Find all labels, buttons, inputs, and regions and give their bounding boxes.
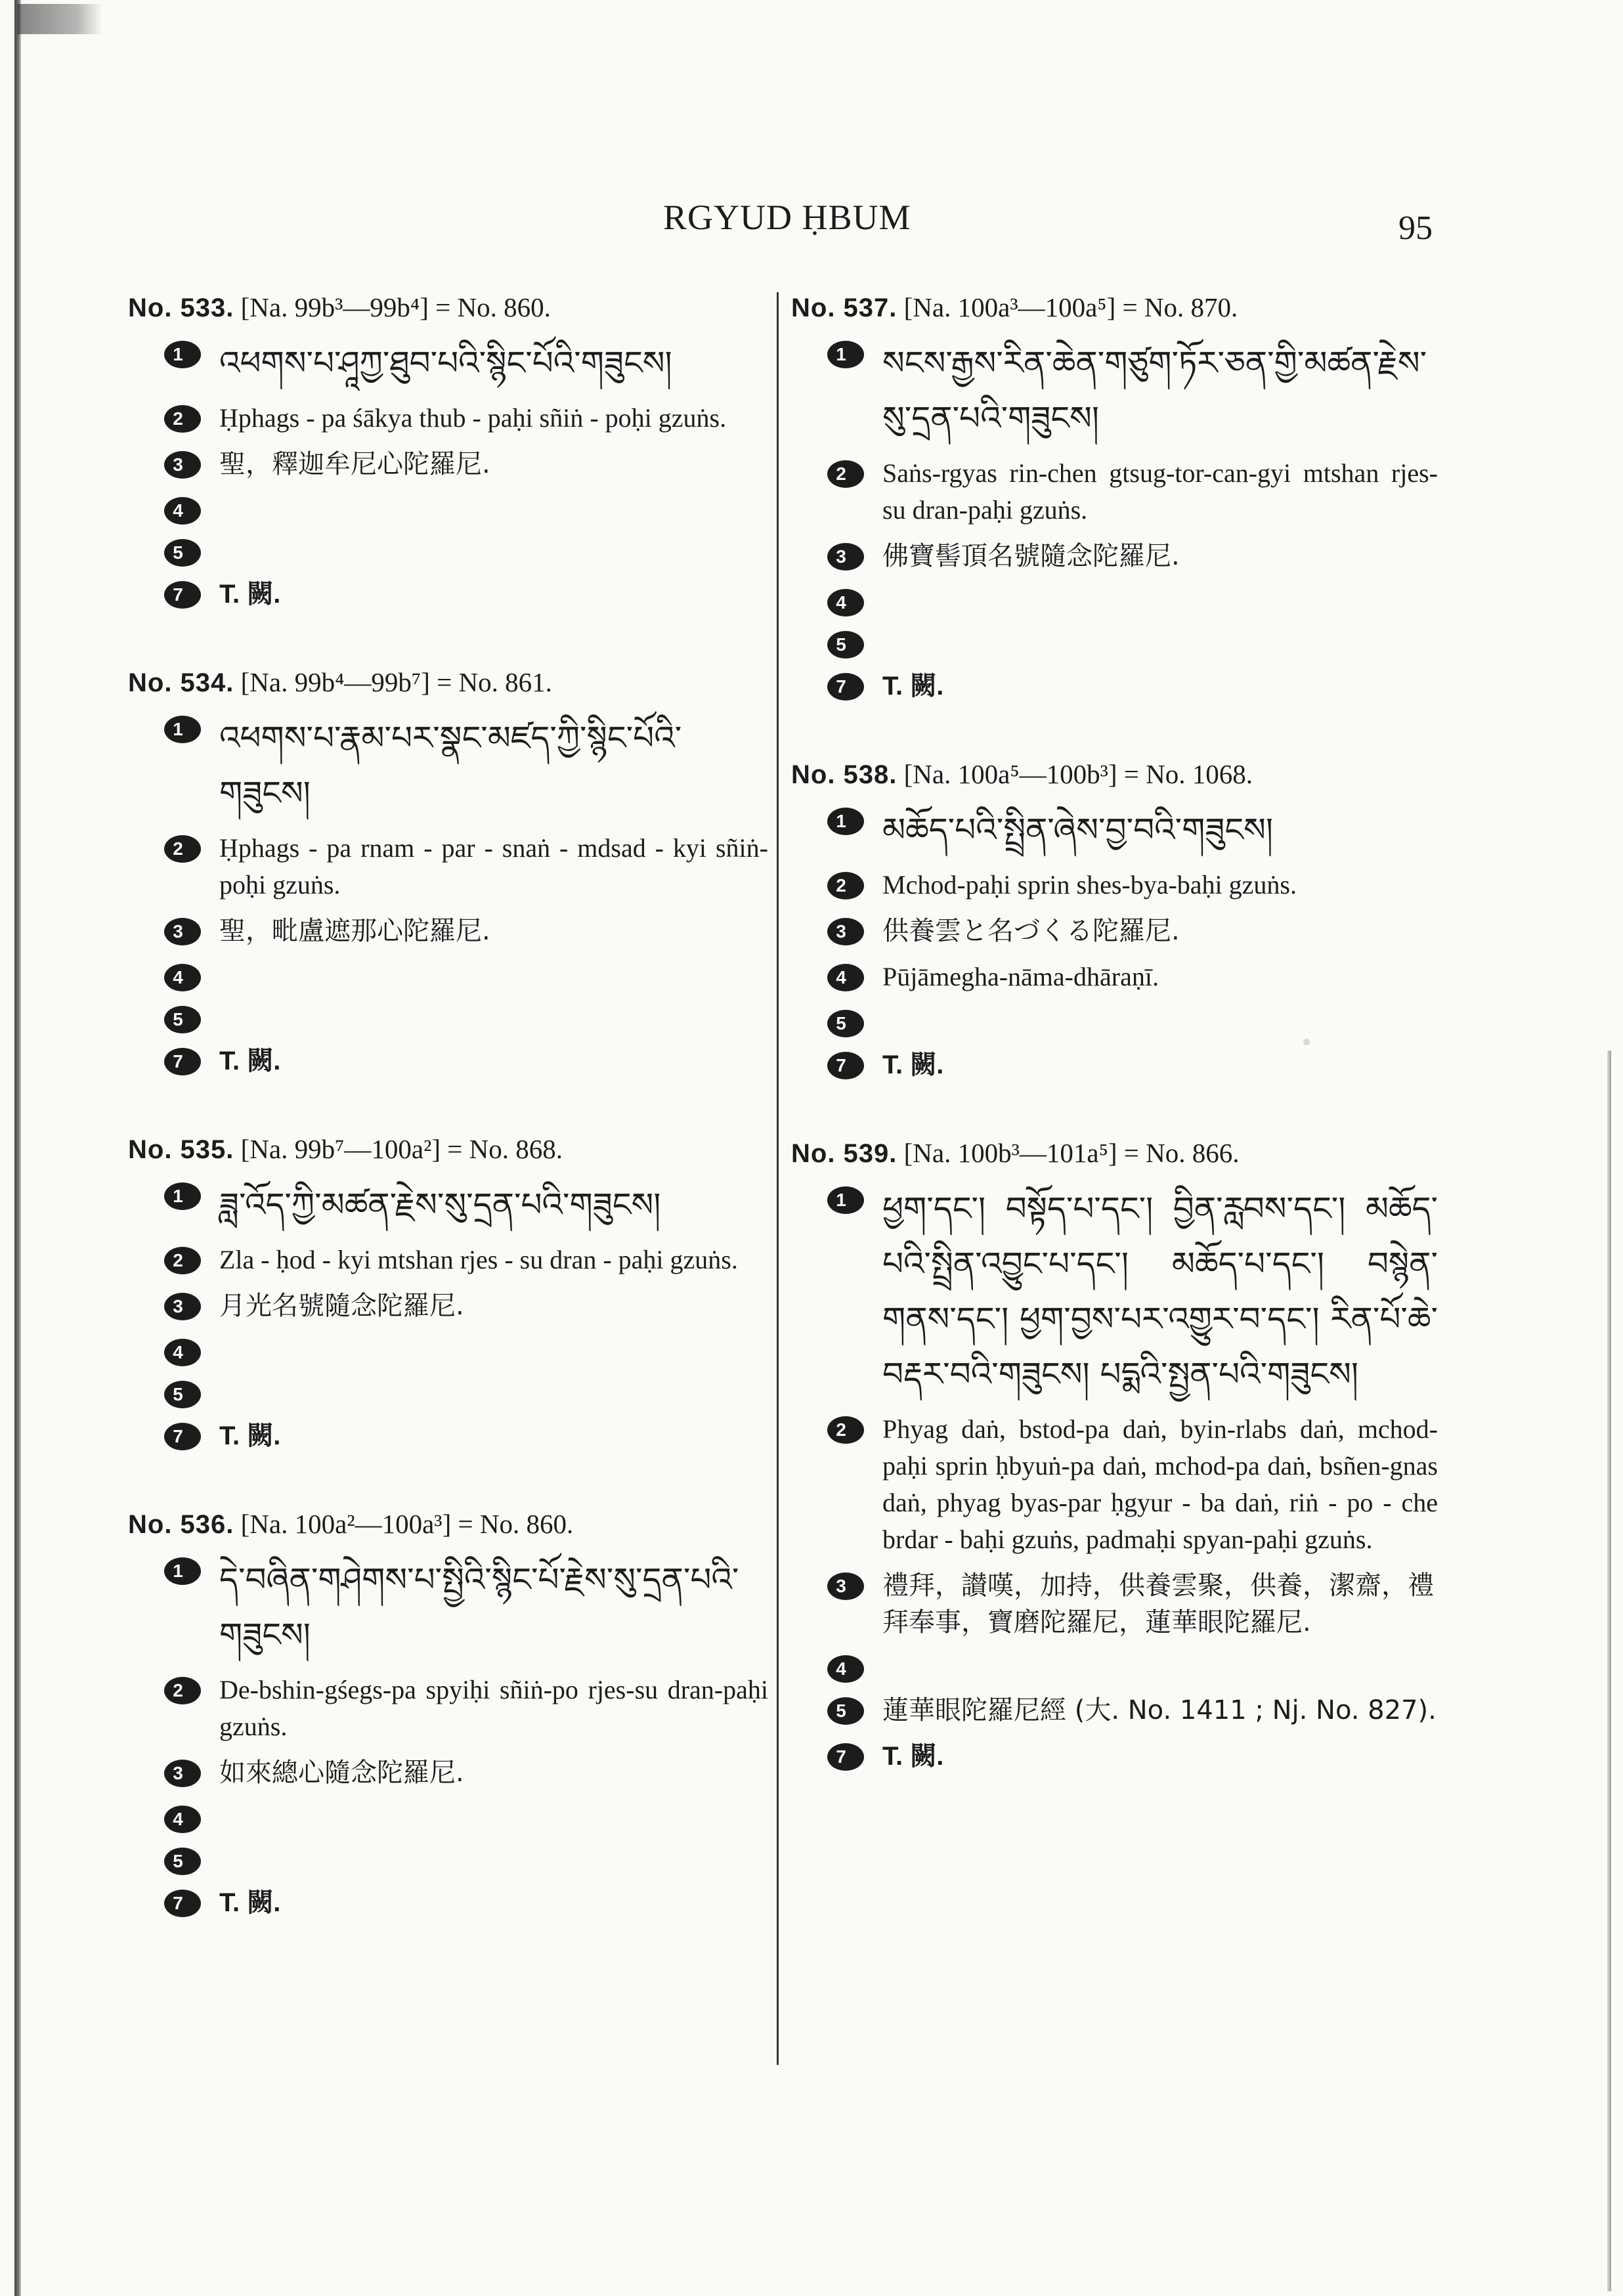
marker-1-icon: 1 [164,341,201,368]
field-1 [791,802,1438,857]
column-divider [777,292,779,2065]
tohoku-note: T. 闕. [219,580,281,609]
taisho-reference [882,1005,1438,1037]
tibetan-title: འཕགས་པ་ཤཱཀྱ་ཐུབ་པའི་སྙིང་པོའི་གཟུངས། [219,344,672,382]
field-5 [791,626,1438,659]
catalog-entry-537 [791,289,1438,704]
tohoku-note: T. 闕. [882,672,944,701]
page-number: 95 [1398,209,1433,247]
marker-1-icon: 1 [164,1182,201,1210]
marker-1-icon: 1 [164,1557,201,1585]
field-4 [791,584,1438,617]
field-3 [791,538,1438,574]
field-4 [128,492,768,525]
field-1 [128,1177,768,1232]
entry-heading [128,664,768,701]
field-5 [128,534,768,567]
entry-heading [128,1505,768,1543]
field-7 [791,668,1438,704]
chinese-title: 月光名號隨念陀羅尼. [219,1291,464,1321]
transliteration: Saṅs-rgyas rin-chen gtsug-tor-can-gyi mtshan rjes-su dran-paḥi gzuṅs. [882,458,1438,525]
marker-4-icon: 4 [827,589,864,617]
marker-2-icon: 2 [164,1247,201,1274]
catalog-entry-538 [791,756,1438,1083]
entry-reference: [Na. 100b³—101a⁵] = No. 866. [903,1138,1240,1168]
entry-number: No. 538. [791,760,898,789]
catalog-entry-534 [128,664,768,1079]
marker-5-icon: 5 [164,539,201,567]
field-4 [791,1650,1438,1683]
field-7 [128,576,768,613]
chinese-title: 禮拜，讃嘆，加持，供養雲聚，供養，潔齋，禮拜奉事，寶磨陀羅尼，蓮華眼陀羅尼. [882,1570,1434,1637]
marker-1-icon: 1 [827,1186,864,1214]
transliteration: De-bshin-gśegs-pa spyiḥi sñiṅ-po rjes-su dran-paḥi gzuṅs. [219,1675,768,1741]
entry-reference: [Na. 99b⁴—99b⁷] = No. 861. [240,667,552,697]
taisho-reference [219,1001,768,1033]
catalog-entry-539 [791,1135,1438,1775]
marker-2-icon: 2 [164,1677,201,1704]
field-4 [128,1333,768,1366]
entry-reference: [Na. 100a⁵—100b³] = No. 1068. [903,759,1253,789]
marker-2-icon: 2 [164,835,201,863]
entry-number: No. 536. [128,1510,234,1539]
field-5 [791,1005,1438,1037]
running-head [0,197,1623,247]
entry-number: No. 539. [791,1139,898,1168]
chinese-title: 如來總心隨念陀羅尼. [219,1758,464,1788]
marker-5-icon: 5 [827,1010,864,1037]
entry-heading [791,1135,1438,1172]
entry-heading [791,756,1438,793]
tohoku-note: T. 闕. [219,1888,281,1917]
sanskrit-title [219,1333,768,1366]
entry-heading [791,289,1438,326]
tohoku-note: T. 闕. [882,1742,944,1771]
catalog-entry-536 [128,1505,768,1921]
catalog-entry-533 [128,289,768,613]
field-2 [128,1672,768,1745]
marker-3-icon: 3 [164,1293,201,1320]
entry-reference: [Na. 100a²—100a³] = No. 860. [240,1509,574,1539]
marker-4-icon: 4 [164,497,201,525]
page-left-edge-shadow [14,0,21,2296]
marker-2-icon: 2 [827,872,864,899]
marker-4-icon: 4 [827,1655,864,1683]
field-2 [791,867,1438,903]
sanskrit-title [219,1800,768,1833]
field-2 [128,1242,768,1278]
sanskrit-title [882,584,1438,617]
marker-7-icon: 7 [827,1743,864,1771]
marker-4-icon: 4 [164,964,201,991]
transliteration: Phyag daṅ, bstod-pa daṅ, byin-rlabs daṅ, mchod-paḥi sprin ḥbyuṅ-pa daṅ, mchod-pa daṅ, bsñen-gnas daṅ, phyag byas-par ḥgyur - ba daṅ, riṅ - po - che brdar - baḥi gzuṅs, padmaḥi spyan-paḥi gzuṅs. [882,1414,1438,1554]
marker-4-icon: 4 [827,964,864,991]
chinese-title: 供養雲と名づくる陀羅尼. [882,916,1180,946]
transliteration: Mchod-paḥi sprin shes-bya-baḥi gzuṅs. [882,870,1297,899]
tibetan-title: དེ་བཞིན་གཤེགས་པ་སྤྱིའི་སྙིང་པོ་རྗེས་སུ་དྲན་པའི་གཟུངས། [219,1561,739,1654]
tibetan-title: ཟླ་འོད་ཀྱི་མཚན་རྗེས་སུ་དྲན་པའི་གཟུངས། [219,1186,661,1224]
right-column [791,289,1438,1826]
field-2 [791,1411,1438,1558]
entry-number: No. 533. [128,293,234,322]
field-1 [128,1552,768,1662]
marker-7-icon: 7 [164,1048,201,1075]
page-right-edge-shadow [1607,1051,1611,2291]
marker-7-icon: 7 [164,581,201,609]
marker-5-icon: 5 [164,1848,201,1875]
marker-7-icon: 7 [827,673,864,701]
sanskrit-title: Pūjāmegha-nāma-dhāraṇī. [882,962,1159,991]
transliteration: Ḥphags - pa śākya thub - paḥi sñiṅ - poḥi gzuṅs. [219,403,727,433]
entry-number: No. 535. [128,1135,234,1164]
field-3 [128,1754,768,1791]
marker-1-icon: 1 [827,808,864,835]
field-5 [128,1001,768,1033]
field-7 [791,1047,1438,1083]
taisho-reference [219,534,768,567]
field-3 [128,913,768,949]
marker-3-icon: 3 [164,918,201,945]
left-column [128,289,768,1972]
marker-3-icon: 3 [827,1572,864,1600]
field-7 [791,1738,1438,1775]
sanskrit-title [882,1650,1438,1683]
marker-5-icon: 5 [164,1381,201,1408]
field-2 [791,455,1438,529]
field-1 [128,336,768,391]
marker-1-icon: 1 [164,716,201,743]
marker-4-icon: 4 [164,1806,201,1833]
field-3 [791,1567,1438,1641]
chinese-title: 佛寶髻頂名號隨念陀羅尼. [882,541,1180,571]
marker-1-icon: 1 [827,341,864,368]
field-1 [791,1181,1438,1402]
taisho-reference [219,1842,768,1875]
marker-3-icon: 3 [164,451,201,479]
entry-heading [128,289,768,326]
tibetan-title: སངས་རྒྱས་རིན་ཆེན་གཙུག་ཏོར་ཅན་གྱི་མཚན་རྗེས་སུ་དྲན་པའི་གཟུངས། [882,344,1427,437]
marker-3-icon: 3 [164,1760,201,1787]
field-3 [128,1288,768,1324]
marker-2-icon: 2 [827,460,864,488]
sanskrit-title [219,492,768,525]
marker-7-icon: 7 [827,1052,864,1079]
field-7 [128,1884,768,1921]
marker-3-icon: 3 [827,918,864,945]
field-4 [128,959,768,991]
taisho-reference [219,1375,768,1408]
field-5 [128,1375,768,1408]
tohoku-note: T. 闕. [219,1047,281,1075]
catalog-entry-535 [128,1131,768,1454]
sanskrit-title [219,959,768,991]
tibetan-title: ཕྱག་དང༌། བསྟོད་པ་དང༌། བྱིན་རླབས་དང༌། མཆོད་པའི་སྤྲིན་འབྱུང་པ་དང༌། མཆོད་པ་དང༌། བསྙེན་གནས་དང༌། ཕྱག་བྱས་པར་འགྱུར་བ་དང༌། རིན་པོ་ཆེ་བརྡར་བའི་གཟུངས། པདྨའི་སྤྱན་པའི་གཟུངས། [882,1190,1438,1393]
field-1 [791,336,1438,446]
chinese-title: 聖，釋迦牟尼心陀羅尼. [219,449,490,479]
marker-5-icon: 5 [827,1697,864,1725]
marker-5-icon: 5 [827,631,864,659]
field-3 [128,446,768,483]
entry-reference: [Na. 99b³—99b⁴] = No. 860. [240,292,551,322]
tibetan-title: འཕགས་པ་རྣམ་པར་སྣང་མཛད་ཀྱི་སྙིང་པོའི་གཟུངས། [219,719,682,812]
taisho-reference [882,626,1438,659]
marker-2-icon: 2 [164,405,201,433]
taisho-reference: 蓮華眼陀羅尼經 (大. No. 1411 ; Nj. No. 827). [882,1695,1437,1725]
marker-5-icon: 5 [164,1006,201,1033]
chinese-title: 聖，毗盧遮那心陀羅尼. [219,916,490,946]
marker-4-icon: 4 [164,1339,201,1366]
field-2 [128,400,768,437]
entry-reference: [Na. 99b⁷—100a²] = No. 868. [240,1134,563,1164]
tohoku-note: T. 闕. [882,1051,944,1079]
field-5 [791,1692,1438,1729]
marker-2-icon: 2 [827,1416,864,1444]
transliteration: Ḥphags - pa rnam - par - snaṅ - mdsad - kyi sñiṅ-poḥi gzuṅs. [219,833,768,899]
field-4 [791,959,1438,995]
marker-7-icon: 7 [164,1423,201,1450]
field-7 [128,1418,768,1454]
field-5 [128,1842,768,1875]
field-7 [128,1043,768,1079]
page-corner-shadow [17,4,102,34]
marker-7-icon: 7 [164,1890,201,1917]
entry-number: No. 534. [128,668,234,697]
tohoku-note: T. 闕. [219,1421,281,1450]
field-3 [791,913,1438,949]
tibetan-title: མཆོད་པའི་སྤྲིན་ཞེས་བྱ་བའི་གཟུངས། [882,811,1273,849]
running-title: RGYUD ḤBUM [663,198,911,237]
field-4 [128,1800,768,1833]
entry-heading [128,1131,768,1168]
entry-reference: [Na. 100a³—100a⁵] = No. 870. [903,292,1238,322]
marker-3-icon: 3 [827,543,864,571]
field-2 [128,830,768,903]
transliteration: Zla - ḥod - kyi mtshan rjes - su dran - paḥi gzuṅs. [219,1245,738,1274]
field-1 [128,710,768,821]
entry-number: No. 537. [791,293,898,322]
